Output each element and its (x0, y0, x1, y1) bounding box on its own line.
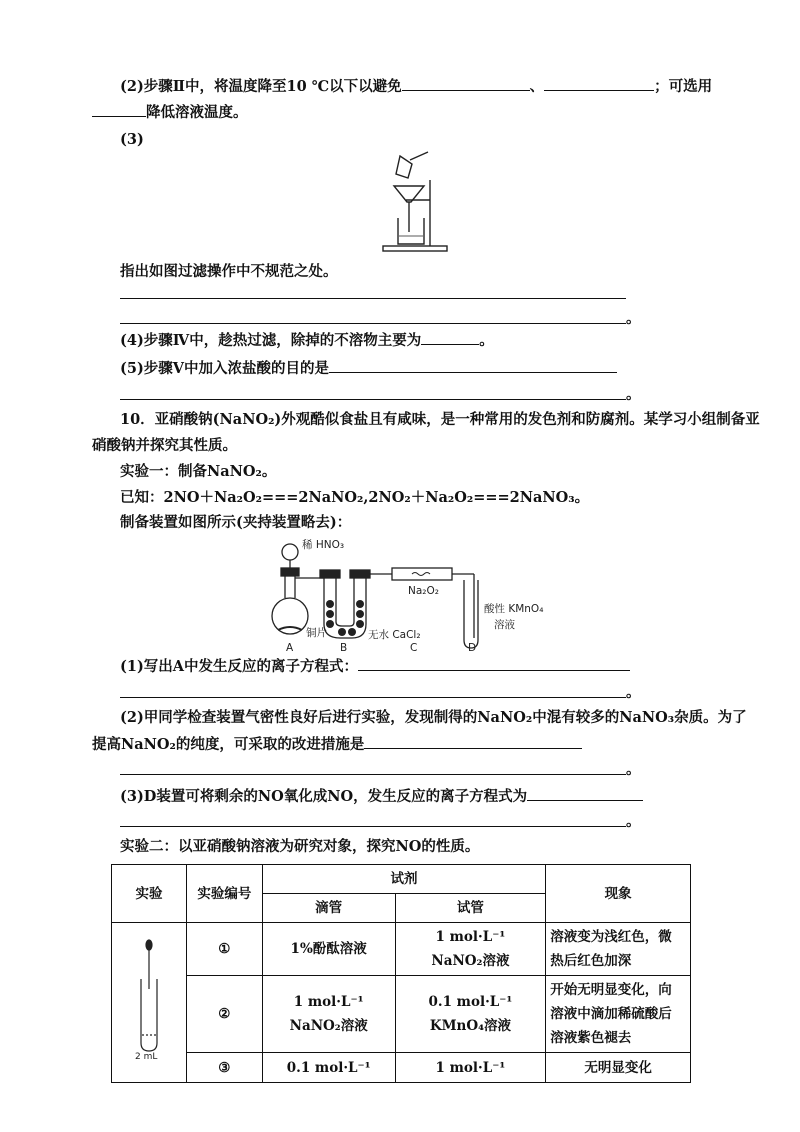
answer-blank[interactable] (527, 786, 643, 801)
q5-line: (5)步骤Ⅴ中加入浓盐酸的目的是 (120, 358, 617, 379)
answer-line[interactable] (120, 399, 626, 400)
header-reagent: 试剂 (262, 865, 546, 894)
period: 。 (626, 684, 641, 701)
s1-line: (1)写出A中发生反应的离子方程式： (120, 656, 630, 677)
period: 。 (626, 761, 641, 778)
label-hno3: 稀 HNO₃ (302, 539, 345, 551)
s3-line: (3)D装置可将剩余的NO氧化成NO，发生反应的离子方程式为 (120, 786, 643, 807)
row2-tube: 0.1 mol·L⁻¹ KMnO₄溶液 (395, 976, 546, 1053)
row1-phenomenon: 溶液变为浅红色，微 热后红色加深 (546, 923, 691, 976)
header-tube: 试管 (395, 894, 546, 923)
label-cacl2: 无水 CaCl₂ (368, 629, 421, 641)
answer-line[interactable] (120, 774, 626, 775)
label-D: D (468, 642, 477, 654)
row3-dropper: 0.1 mol·L⁻¹ (262, 1053, 395, 1083)
label-solution: 溶液 (494, 619, 515, 631)
header-dropper: 滴管 (262, 894, 395, 923)
apparatus-diagram (268, 534, 558, 654)
answer-blank[interactable] (329, 358, 617, 373)
label-kmno4: 酸性 KMnO₄ (484, 603, 544, 615)
row1-number: ① (186, 923, 262, 976)
row3-number: ③ (186, 1053, 262, 1083)
row2-number: ② (186, 976, 262, 1053)
header-experiment: 实验 (112, 865, 187, 923)
s2-line2: 提高NaNO₂的纯度，可采取的改进措施是 (92, 734, 582, 755)
answer-line[interactable] (120, 323, 626, 324)
row3-tube: 1 mol·L⁻¹ (395, 1053, 546, 1083)
answer-line[interactable] (120, 826, 626, 827)
label-C: C (410, 642, 418, 654)
label-A: A (286, 642, 294, 654)
tube-illustration-cell (112, 923, 187, 1083)
q10-intro-line1: 10．亚硝酸钠(NaNO₂)外观酷似食盐且有咸味，是一种常用的发色剂和防腐剂。某学习小组制备亚 (120, 411, 760, 428)
apparatus-caption: 制备装置如图所示(夹持装置略去)： (120, 514, 352, 531)
answer-blank[interactable] (358, 656, 630, 671)
experiment1-title: 实验一：制备NaNO₂。 (120, 463, 277, 480)
q3-prompt: 指出如图过滤操作中不规范之处。 (120, 263, 338, 280)
experiment2-title: 实验二：以亚硝酸钠溶液为研究对象，探究NO的性质。 (120, 838, 480, 855)
s2-line1: (2)甲同学检查装置气密性良好后进行实验，发现制得的NaNO₂中混有较多的NaNO₃杂质。为了 (120, 709, 747, 726)
dropper-tube-icon (129, 939, 169, 1059)
row1-tube: 1 mol·L⁻¹ NaNO₂溶液 (395, 923, 546, 976)
q10-intro-line2: 硝酸钠并探究其性质。 (92, 437, 237, 454)
period: 。 (626, 813, 641, 830)
known-equations: 已知：2NO＋Na₂O₂===2NaNO₂,2NO₂＋Na₂O₂===2NaNO₃。 (120, 489, 590, 506)
label-na2o2: Na₂O₂ (408, 585, 439, 597)
period: 。 (626, 310, 641, 327)
answer-blank[interactable] (92, 102, 146, 117)
row2-dropper: 1 mol·L⁻¹ NaNO₂溶液 (262, 976, 395, 1053)
header-phenomenon: 现象 (546, 865, 691, 923)
answer-blank[interactable] (402, 76, 530, 91)
filtration-diagram (380, 150, 452, 254)
row1-dropper: 1%酚酞溶液 (262, 923, 395, 976)
q4-line: (4)步骤Ⅳ中，趁热过滤，除掉的不溶物主要为 。 (120, 332, 494, 349)
q2-line1: (2)步骤Ⅱ中，将温度降至10 ℃以下以避免 、 ；可选用 (120, 78, 713, 95)
answer-blank[interactable] (421, 330, 479, 345)
answer-blank[interactable] (364, 734, 582, 749)
reagent-table (111, 864, 691, 1083)
tube-volume-label: 2 mL (134, 1051, 158, 1059)
period: 。 (626, 386, 641, 403)
q3-label: (3) (120, 131, 144, 148)
q2-line2: 降低溶液温度。 (92, 102, 248, 123)
row3-phenomenon: 无明显变化 (546, 1053, 691, 1083)
row2-phenomenon: 开始无明显变化，向 溶液中滴加稀硫酸后 溶液紫色褪去 (546, 976, 691, 1053)
label-B: B (340, 642, 348, 654)
answer-line[interactable] (120, 697, 626, 698)
answer-blank[interactable] (544, 76, 654, 91)
answer-line[interactable] (120, 298, 626, 299)
label-copper: 铜片 (306, 627, 327, 639)
header-number: 实验编号 (186, 865, 262, 923)
